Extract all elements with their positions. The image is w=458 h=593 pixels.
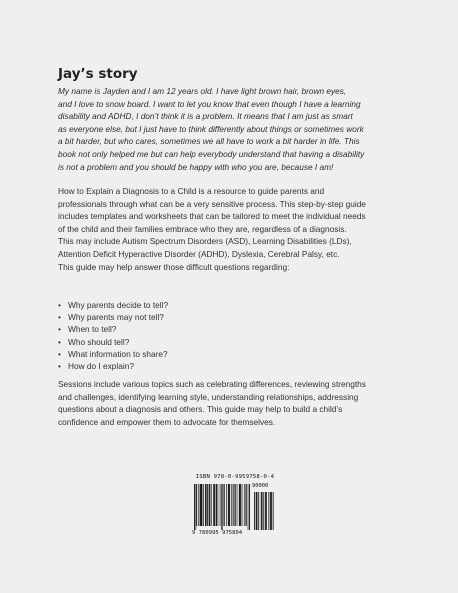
barcode-bar <box>203 484 204 526</box>
description-line: includes templates and worksheets that can be tailored to meet the individual needs <box>58 211 366 222</box>
list-item <box>58 311 388 323</box>
list-item <box>58 323 388 335</box>
sessions-line: questions about a diagnosis and others. This guide may help to build a child’s <box>58 404 343 415</box>
barcode-bar <box>194 484 195 530</box>
barcode-bar <box>220 484 221 526</box>
barcode-bar <box>207 484 208 526</box>
list-item <box>58 348 388 360</box>
story-line: disability and ADHD, I don’t think it is a problem. It means that I am just as smart <box>58 111 353 122</box>
barcode-bar <box>206 484 207 526</box>
addon-bar <box>261 492 262 530</box>
addon-bar <box>271 492 272 530</box>
description-line: This may include Autism Spectrum Disorders (ASD), Learning Disabilities (LDs), <box>58 236 352 247</box>
barcode-bar <box>233 484 234 526</box>
list-item-text: Why parents decide to tell? <box>68 300 169 310</box>
bullet-icon: • <box>58 324 61 335</box>
barcode-bar <box>248 484 249 530</box>
barcode-bar <box>242 484 243 526</box>
bullet-icon: • <box>58 361 61 372</box>
addon-code: 90000 <box>252 483 269 489</box>
isbn-label: ISBN 978-0-9959758-0-4 <box>195 474 275 480</box>
bullet-icon: • <box>58 300 61 310</box>
barcode-bar <box>222 484 223 530</box>
barcode-bar <box>224 484 225 526</box>
barcode-bar <box>209 484 210 526</box>
list-item-text: When to tell? <box>68 324 117 335</box>
barcode-bar <box>229 484 230 526</box>
list-item <box>58 360 388 372</box>
addon-bar <box>273 492 274 530</box>
barcode-bar <box>235 484 236 526</box>
barcode-bar <box>216 484 217 526</box>
barcode-bar <box>246 484 247 526</box>
list-item-text: What information to share? <box>68 348 168 359</box>
addon-bar <box>265 492 266 530</box>
bullet-icon: • <box>58 312 61 323</box>
barcode-bar <box>205 484 206 526</box>
barcode-bar <box>198 484 199 526</box>
barcode-bar <box>224 484 225 526</box>
barcode-bar <box>246 484 247 526</box>
description-line: This guide may help answer those difficult questions regarding: <box>58 261 290 272</box>
sessions-paragraph <box>58 378 403 428</box>
barcode-bar <box>202 484 203 526</box>
book-description <box>58 185 403 273</box>
description-line: professionals through what can be a very sensitive process. This step-by-step guide <box>58 198 366 209</box>
barcode-bar <box>196 484 197 526</box>
description-line: of the child and their families embrace who they are, regardless of a diagnosis. <box>58 223 347 234</box>
barcode-bar <box>237 484 238 526</box>
barcode-bar <box>209 484 210 526</box>
description-line: How to Explain a Diagnosis to a Child is a resource to guide parents and <box>58 186 325 196</box>
addon-bar <box>254 492 255 530</box>
barcode-bar <box>239 484 240 526</box>
isbn-barcode <box>192 474 278 540</box>
addon-bar <box>256 492 257 530</box>
story-line: a bit harder, but who cares, sometimes we all have to work a bit harder in life. This <box>58 136 360 147</box>
barcode-bar <box>240 484 241 526</box>
barcode-bar <box>235 484 236 526</box>
description-line: Attention Deficit Hyperactive Disorder (ADHD), Dyslexia, Cerebral Palsy, etc. <box>58 248 340 259</box>
barcode-bar <box>211 484 212 526</box>
list-item-text: Why parents may not tell? <box>68 312 164 323</box>
bullet-icon: • <box>58 336 61 347</box>
addon-bar <box>257 492 258 530</box>
addon-bar <box>263 492 264 530</box>
barcode-bar <box>213 484 214 526</box>
addon-bar <box>258 492 259 530</box>
barcode-bar <box>196 484 197 530</box>
list-item-text: How do I explain? <box>68 361 134 372</box>
barcode-bar <box>240 484 241 526</box>
barcode-bar <box>214 484 215 526</box>
sessions-line: and challenges, identifying learning style, understanding relationships, addressing <box>58 391 359 402</box>
list-item <box>58 336 388 348</box>
story-line: as everyone else, but I just have to think differently about things or sometimes work <box>58 123 364 134</box>
story-line: is not a problem and you should be happy with who you are, because I am! <box>58 161 334 172</box>
ean-digits: 9 780995 975804 <box>192 530 243 536</box>
story-line: book not only helped me but can help everybody understand that having a disability <box>58 148 365 159</box>
barcode-bar <box>200 484 201 526</box>
barcode-bar <box>249 484 250 530</box>
barcode-bar <box>231 484 232 526</box>
barcode-bars-icon <box>194 484 278 530</box>
addon-bar <box>268 492 269 530</box>
barcode-bar <box>218 484 219 526</box>
addon-bar <box>270 492 271 530</box>
bullet-icon: • <box>58 348 61 359</box>
list-item-text: Who should tell? <box>68 336 130 347</box>
barcode-bar <box>244 484 245 526</box>
barcode-bar <box>221 484 222 530</box>
sessions-line: Sessions include various topics such as celebrating differences, reviewing strengths <box>58 379 366 389</box>
barcode-bar <box>228 484 229 526</box>
barcode-bar <box>229 484 230 526</box>
story-title: Jay’s story <box>58 66 138 82</box>
barcode-bar <box>215 484 216 526</box>
questions-list <box>58 299 388 372</box>
story-line: and I love to snow board. I want to let you know that even though I have a learning <box>58 98 361 109</box>
list-item <box>58 299 388 311</box>
addon-bar <box>266 492 267 530</box>
story-line: My name is Jayden and I am 12 years old. I have light brown hair, brown eyes, <box>58 86 347 96</box>
addon-bar <box>262 492 263 530</box>
sessions-line: confidence and empower them to advocate for themselves. <box>58 416 276 427</box>
barcode-bar <box>201 484 202 526</box>
barcode-bar <box>226 484 227 526</box>
jay-story-quote <box>58 85 398 173</box>
